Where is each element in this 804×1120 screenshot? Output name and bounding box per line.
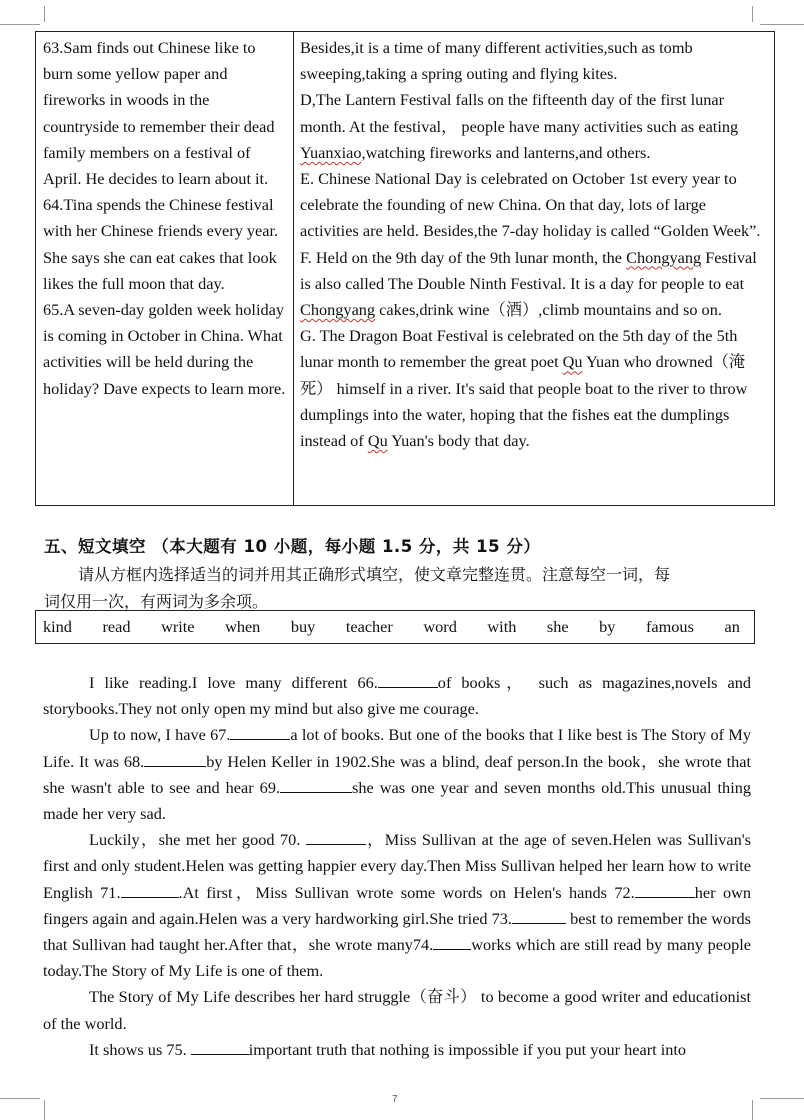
page-number: 7 (392, 1094, 398, 1105)
passage-text: Luckily，she met her good 70. (89, 830, 306, 850)
word-bank-item: by (599, 617, 616, 636)
question-63: 63.Sam finds out Chinese like to burn some yellow paper and fireworks in woods in the countryside to remember their dead family members on a festival of April. He decides to learn about it. (43, 38, 275, 189)
crop-mark-top-left-h (0, 24, 40, 25)
word-bank-item: buy (290, 617, 316, 636)
passage-text: It shows us 75. (89, 1039, 191, 1059)
blank-72[interactable] (635, 881, 695, 898)
table-right-column (294, 32, 775, 506)
spellcheck-word: Chongyang (626, 247, 702, 267)
word-bank-item: an (724, 617, 740, 636)
question-65: 65.A seven-day golden week holiday is coming in October in China. What activities will be held during the holiday? Dave expects to learn more. (43, 300, 286, 398)
word-bank-item: kind (43, 617, 72, 636)
option-g-text: G. The Dragon Boat Festival is celebrated on the 5th day of the 5th lunar month to remember the great poet (300, 326, 738, 372)
spellcheck-word: Qu (562, 352, 583, 372)
passage-text: her own fingers again and again.Helen was a very hardworking girl.She tried 73. (43, 882, 751, 928)
passage-text: she was one year and seven months old.This unusual thing made her very sad. (43, 777, 751, 824)
passage-text: .At first，Miss Sullivan wrote some words on Helen's hands 72. (178, 882, 635, 902)
passage-text: of books， such as magazines,novels and storybooks.They not only open my mind but also give me courage. (43, 673, 751, 719)
option-f (300, 245, 768, 324)
crop-mark-top-left-v (44, 6, 45, 22)
passage-paragraph-4: The Story of My Life describes her hard struggle（奋斗） to become a good writer and educationist of the world. (43, 987, 751, 1033)
word-bank-item: read (102, 617, 131, 636)
word-bank-item: teacher (345, 617, 393, 636)
blank-66[interactable] (378, 671, 438, 688)
blank-67[interactable] (230, 723, 290, 740)
blank-69[interactable] (280, 776, 352, 793)
crop-mark-top-right-h (760, 24, 804, 25)
crop-mark-bottom-left-h (0, 1098, 40, 1099)
instructions-line-2: 词仅用一次，有两词为多余项。 (44, 592, 269, 611)
option-d-text: D,The Lantern Festival falls on the fifteenth day of the first lunar month. At the festival， people have many activities such as eating (300, 90, 739, 136)
word-bank-item: word (423, 617, 457, 636)
matching-table (35, 31, 775, 506)
word-bank-item: she (546, 617, 569, 636)
blank-71[interactable] (121, 881, 179, 898)
passage-text: ，Miss Sullivan at the age of seven.Helen was Sullivan's first and only student.Helen was getting happier every day.Then Miss Sullivan helped her learn how to write English 71. (43, 830, 752, 902)
table-left-column (36, 32, 294, 506)
cloze-passage (43, 670, 751, 1063)
option-f-text-mid: Festival is also called The Double Ninth Festival. It is a day for people to eat (300, 247, 757, 293)
word-bank-item: famous (645, 617, 694, 636)
option-d (300, 87, 768, 166)
passage-text: a lot of books. But one of the books that I like best is The Story of My Life. It was 68. (43, 725, 751, 771)
crop-mark-bottom-right-v (752, 1100, 753, 1120)
spellcheck-word: Chongyang (300, 300, 376, 320)
passage-paragraph-2 (43, 722, 751, 827)
option-g (300, 323, 768, 454)
section-title: 五、短文填空 （本大题有 10 小题，每小题 1.5 分，共 15 分） (44, 537, 541, 556)
passage-text: Up to now, I have 67. (89, 725, 231, 745)
section-instructions (44, 561, 768, 615)
spellcheck-word: Qu (367, 431, 388, 451)
option-f-text-end: cakes,drink wine（酒）,climb mountains and so on. (375, 300, 722, 320)
blank-68[interactable] (144, 750, 206, 767)
crop-mark-bottom-right-h (760, 1098, 804, 1099)
instructions-line-1: 请从方框内选择适当的词并用其正确形式填空，使文章完整连贯。注意每空一词，每 (78, 565, 671, 584)
word-bank-item: with (487, 617, 517, 636)
passage-text: best to remember the words that Sullivan had taught her.After that，she wrote many74. (43, 908, 751, 955)
option-g-text-mid: Yuan who drowned（淹死） himself in a river. It's said that people boat to the river to throw dumplings into the water, hoping that the fishes eat the dumplings instead of (300, 352, 748, 451)
blank-70[interactable] (306, 828, 366, 845)
option-e: E. Chinese National Day is celebrated on October 1st every year to celebrate the founding of new China. On that day, lots of large activities are held. Besides,the 7-day holiday is called “Golden Week”. (300, 169, 761, 241)
passage-paragraph-3 (43, 827, 751, 984)
passage-text: important truth that nothing is impossible if you put your heart into (248, 1039, 687, 1059)
option-f-text: F. Held on the 9th day of the 9th lunar month, the (300, 247, 627, 267)
crop-mark-top-right-v (752, 6, 753, 22)
passage-text: works which are still read by many people today.The Story of My Life is one of them. (43, 935, 752, 981)
option-c-tail: Besides,it is a time of many different activities,such as tomb sweeping,taking a spring outing and flying kites. (300, 38, 693, 84)
question-64: 64.Tina spends the Chinese festival with her Chinese friends every year. She says she can eat cakes that look likes the full moon that day. (43, 195, 279, 293)
blank-75[interactable] (191, 1038, 249, 1055)
blank-73[interactable] (512, 907, 566, 924)
passage-paragraph-1 (43, 670, 751, 722)
word-bank-item: write (161, 617, 195, 636)
passage-paragraph-5 (43, 1037, 751, 1063)
word-bank-box (35, 610, 755, 644)
passage-text: by Helen Keller in 1902.She was a blind, deaf person.In the book，she wrote that she wasn't able to see and hear 69. (43, 751, 752, 797)
word-bank-item: when (225, 617, 261, 636)
spellcheck-word: Yuanxiao (300, 142, 362, 162)
passage-text: I like reading.I love many different 66. (89, 673, 378, 692)
option-g-text-end: Yuan's body that day. (387, 431, 530, 451)
crop-mark-bottom-left-v (44, 1100, 45, 1120)
blank-74[interactable] (433, 933, 471, 950)
option-d-text-end: ,watching fireworks and lanterns,and others. (361, 142, 651, 162)
